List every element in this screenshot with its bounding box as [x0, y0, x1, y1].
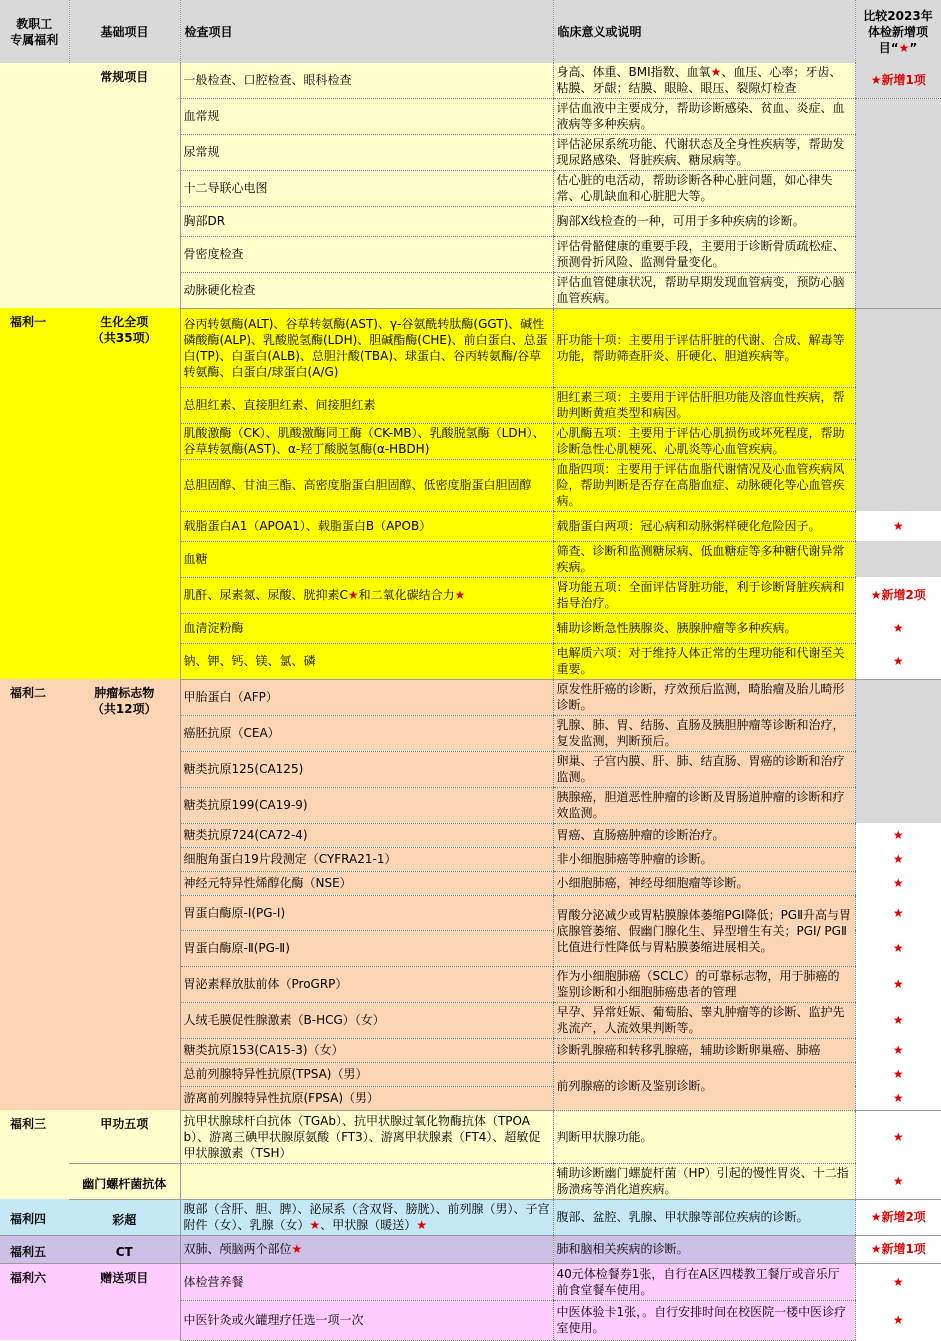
clinical-note: 筛查、诊断和监测糖尿病、低血糖症等多种糖代谢异常疾病。 [553, 541, 855, 577]
clinical-note: 乳腺、肺、胃、结肠、直肠及胰胆肿瘤等诊断和治疗，复发监测，判断预后。 [553, 715, 855, 751]
clinical-note: 辅助诊断幽门螺旋杆菌（HP）引起的慢性胃炎、十二指肠溃疡等消化道疾病。 [553, 1163, 855, 1199]
clinical-note: 评估血液中主要成分，帮助诊断感染、贫血、炎症、血液病等多种疾病。 [553, 98, 855, 134]
new-mark: ★ [855, 930, 941, 966]
check-item: 载脂蛋白A1（APOA1）、载脂蛋白B（APOB） [180, 511, 553, 541]
check-item: 一般检查、口腔检查、眼科检查 [180, 63, 553, 98]
clinical-note: 胸部X线检查的一种，可用于多种疾病的诊断。 [553, 206, 855, 236]
clinical-note: 诊断乳腺癌和转移乳腺癌，辅助诊断卵巢癌、肺癌 [553, 1038, 855, 1062]
new-mark: ★新增2项 [855, 577, 941, 613]
category-cell: 生化全项 （共35项） [69, 308, 180, 679]
new-mark: ★ [855, 871, 941, 895]
check-item: 动脉硬化检查 [180, 272, 553, 308]
welfare-cell: 福利一 [0, 308, 69, 679]
clinical-note: 原发性肝癌的诊断，疗效预后监测，畸胎瘤及胎儿畸形诊断。 [553, 679, 855, 715]
welfare-cell: 福利二 [0, 679, 69, 1110]
star-icon: ★ [898, 40, 910, 55]
new-mark [855, 715, 941, 751]
clinical-note: 胃酸分泌减少或胃粘膜腺体萎缩PGⅠ降低；PGⅡ升高与胃底腺管萎缩、假幽门腺化生、异型增生有关；PGⅠ/ PGⅡ比值进行性降低与胃粘膜萎缩进展相关。 [553, 895, 855, 966]
check-item [180, 1163, 553, 1199]
check-item: 细胞角蛋白19片段测定（CYFRA21-1） [180, 847, 553, 871]
new-mark: ★ [855, 1002, 941, 1038]
check-item: 血常规 [180, 98, 553, 134]
check-item: 体检营养餐 [180, 1263, 553, 1300]
category-cell: 彩超 [69, 1199, 180, 1235]
clinical-note: 40元体检餐券1张，自行在A区四楼教工餐厅或音乐厅前食堂餐车使用。 [553, 1263, 855, 1300]
new-mark [855, 170, 941, 206]
clinical-note: 电解质六项：对于维持人体正常的生理功能和代谢至关重要。 [553, 643, 855, 679]
new-mark [855, 423, 941, 459]
header-welfare: 教职工 专属福利 [0, 0, 69, 63]
clinical-note: 评估泌尿系统功能、代谢状态及全身性疾病等，帮助发现尿路感染、肾脏疾病、糖尿病等。 [553, 134, 855, 170]
check-item: 游离前列腺特异性抗原(FPSA)（男） [180, 1086, 553, 1110]
star-icon: ★ [416, 1218, 428, 1232]
check-item: 十二导联心电图 [180, 170, 553, 206]
category-cell: 肿瘤标志物 （共12项） [69, 679, 180, 1110]
new-mark: ★ [855, 1062, 941, 1086]
check-item: 钠、钾、钙、镁、氯、磷 [180, 643, 553, 679]
clinical-note: 心肌酶五项：主要用于评估心肌损伤或坏死程度，帮助诊断急性心肌梗死、心肌炎等心血管疾病。 [553, 423, 855, 459]
new-mark: ★ [855, 895, 941, 930]
category-cell: 甲功五项 [69, 1110, 180, 1163]
check-item: 糖类抗原125(CA125) [180, 751, 553, 787]
new-mark [855, 787, 941, 823]
new-mark: ★新增1项 [855, 1235, 941, 1263]
clinical-note: 小细胞肺癌，神经母细胞瘤等诊断。 [553, 871, 855, 895]
check-item: 胃泌素释放肽前体（ProGRP） [180, 966, 553, 1002]
clinical-note: 胰腺癌，胆道恶性肿瘤的诊断及胃肠道肿瘤的诊断和疗效监测。 [553, 787, 855, 823]
new-mark: ★ [855, 847, 941, 871]
clinical-note: 肝功能十项：主要用于评估肝脏的代谢、合成、解毒等功能，帮助筛查肝炎、肝硬化、胆道疾病等。 [553, 308, 855, 387]
header-compare: 比较2023年 体检新增项目“★” [855, 0, 941, 63]
clinical-note: 评估血管健康状况，帮助早期发现血管病变，预防心脑血管疾病。 [553, 272, 855, 308]
check-item: 糖类抗原199(CA19-9) [180, 787, 553, 823]
check-item: 抗甲状腺球杆白抗体（TGAb）、抗甲状腺过氧化物酶抗体（TPOAb）、游离三碘甲状腺原氨酸（FT3）、游离甲状腺素（FT4）、超敏促甲状腺激素（TSH） [180, 1110, 553, 1163]
clinical-note: 非小细胞肺癌等肿瘤的诊断。 [553, 847, 855, 871]
header-category: 基础项目 [69, 0, 180, 63]
new-mark: ★ [855, 1163, 941, 1199]
new-mark: ★ [855, 966, 941, 1002]
star-icon: ★ [454, 588, 466, 602]
new-mark: ★ [855, 613, 941, 643]
check-item: 血清淀粉酶 [180, 613, 553, 643]
check-item: 糖类抗原724(CA72-4) [180, 823, 553, 847]
check-item: 总胆固醇、甘油三酯、高密度脂蛋白胆固醇、低密度脂蛋白胆固醇 [180, 459, 553, 511]
star-icon: ★ [309, 1218, 321, 1232]
clinical-note: 卵巢、子宫内膜、肝、肺、结直肠、胃癌的诊断和治疗监测。 [553, 751, 855, 787]
new-mark: ★ [855, 1300, 941, 1340]
new-mark: ★ [855, 1110, 941, 1163]
check-item: 人绒毛膜促性腺激素（B-HCG）（女） [180, 1002, 553, 1038]
new-mark [855, 308, 941, 387]
check-item: 总胆红素、直接胆红素、间接胆红素 [180, 387, 553, 423]
check-item: 癌胚抗原（CEA） [180, 715, 553, 751]
check-item: 胸部DR [180, 206, 553, 236]
new-mark [855, 679, 941, 715]
check-item: 总前列腺特异性抗原(TPSA)（男） [180, 1062, 553, 1086]
new-mark [855, 206, 941, 236]
check-item: 神经元特异性烯醇化酶（NSE） [180, 871, 553, 895]
welfare-cell: 福利五 [0, 1235, 69, 1263]
welfare-cell: 福利四 [0, 1199, 69, 1235]
clinical-note: 判断甲状腺功能。 [553, 1110, 855, 1163]
header-note: 临床意义或说明 [553, 0, 855, 63]
clinical-note: 估心脏的电活动，帮助诊断各种心脏问题，如心律失常、心肌缺血和心脏肥大等。 [553, 170, 855, 206]
check-item: 谷丙转氨酶(ALT)、谷草转氨酶(AST)、γ-谷氨酰转肽酶(GGT)、碱性磷酸酶(ALP)、乳酸脱氢酶(LDH)、胆碱酯酶(CHE)、前白蛋白、总蛋白(TP)、白蛋白(ALB)、总胆汁酸(TBA)、球蛋白、谷丙转氨酶/谷草转氨酶、白蛋白/球蛋白(A/G) [180, 308, 553, 387]
clinical-note: 胆红素三项：主要用于评估肝胆功能及溶血性疾病，帮助判断黄疸类型和病因。 [553, 387, 855, 423]
check-item: 胃蛋白酶原-Ⅱ(PG-Ⅱ) [180, 930, 553, 966]
new-mark [855, 272, 941, 308]
check-item: 腹部（含肝、胆、脾）、泌尿系（含双肾、膀胱）、前列腺（男）、子宫附件（女）、乳腺（女）★、甲状腺（暖送）★ [180, 1199, 553, 1235]
new-mark: ★ [855, 511, 941, 541]
header-item: 检查项目 [180, 0, 553, 63]
new-mark [855, 236, 941, 272]
new-mark [855, 134, 941, 170]
new-mark [855, 98, 941, 134]
check-item-text: 肌酐、尿素氮、尿酸、胱抑素C★和二氧化碳结合力★ [183, 588, 466, 602]
new-mark: ★ [855, 1086, 941, 1110]
check-item: 双肺、颅脑两个部位★ [180, 1235, 553, 1263]
category-cell: 幽门螺杆菌抗体 [69, 1163, 180, 1199]
clinical-note: 肾功能五项：全面评估肾脏功能，利于诊断肾脏疾病和指导治疗。 [553, 577, 855, 613]
new-mark: ★ [855, 1263, 941, 1300]
clinical-note: 前列腺癌的诊断及鉴别诊断。 [553, 1062, 855, 1110]
check-item: 糖类抗原153(CA15-3)（女） [180, 1038, 553, 1062]
new-mark [855, 751, 941, 787]
clinical-note: 载脂蛋白两项：冠心病和动脉粥样硬化危险因子。 [553, 511, 855, 541]
clinical-note: 肺和脑相关疾病的诊断。 [553, 1235, 855, 1263]
star-icon: ★ [347, 588, 359, 602]
clinical-note: 评估骨骼健康的重要手段，主要用于诊断骨质疏松症、预测骨折风险、监测骨量变化。 [553, 236, 855, 272]
clinical-note: 辅助诊断急性胰腺炎、胰腺肿瘤等多种疾病。 [553, 613, 855, 643]
clinical-note-text: 身高、体重、BMI指数、血氧★、血压、心率；牙齿、粘膜、牙龈；结膜、眼睑、眼压、裂隙灯检查 [556, 65, 842, 96]
header-row [0, 0, 941, 63]
check-item [180, 577, 553, 613]
clinical-note: 作为小细胞肺癌（SCLC）的可靠标志物，用于肺癌的鉴别诊断和小细胞肺癌患者的管理 [553, 966, 855, 1002]
check-item: 尿常规 [180, 134, 553, 170]
check-item: 甲胎蛋白（AFP） [180, 679, 553, 715]
new-mark: ★ [855, 1038, 941, 1062]
clinical-note: 腹部、盆腔、乳腺、甲状腺等部位疾病的诊断。 [553, 1199, 855, 1235]
star-icon: ★ [710, 65, 722, 80]
new-mark: ★ [855, 823, 941, 847]
welfare-cell: 福利六 [0, 1263, 69, 1340]
new-mark: ★新增2项 [855, 1199, 941, 1235]
clinical-note: 中医体验卡1张，。自行安排时间在校医院一楼中医诊疗室使用。 [553, 1300, 855, 1340]
category-cell: 常规项目 [69, 63, 180, 308]
new-mark [855, 387, 941, 423]
clinical-note [553, 63, 855, 98]
check-item: 中医针灸或火罐理疗任选一项一次 [180, 1300, 553, 1340]
clinical-note: 胃癌、直肠癌肿瘤的诊断治疗。 [553, 823, 855, 847]
clinical-note: 血脂四项：主要用于评估血脂代谢情况及心血管疾病风险，帮助判断是否存在高脂血症、动脉硬化等心血管疾病。 [553, 459, 855, 511]
check-item: 胃蛋白酶原-Ⅰ(PG-Ⅰ) [180, 895, 553, 930]
new-mark: ★新增1项 [855, 63, 941, 98]
new-mark [855, 459, 941, 511]
welfare-cell: 福利三 [0, 1110, 69, 1199]
new-mark [855, 541, 941, 577]
check-item: 肌酸激酶（CK）、肌酸激酶同工酶（CK-MB）、乳酸脱氢酶（LDH）、谷草转氨酶(AST)、α-羟丁酸脱氢酶(α-HBDH) [180, 423, 553, 459]
category-cell: CT [69, 1235, 180, 1263]
clinical-note: 早孕、异常妊娠、葡萄胎、睾丸肿瘤等的诊断、监护先兆流产，人流效果判断等。 [553, 1002, 855, 1038]
new-mark: ★ [855, 643, 941, 679]
check-item: 血糖 [180, 541, 553, 577]
welfare-cell [0, 63, 69, 308]
check-item: 骨密度检查 [180, 236, 553, 272]
star-icon: ★ [291, 1242, 303, 1256]
category-cell: 赠送项目 [69, 1263, 180, 1340]
